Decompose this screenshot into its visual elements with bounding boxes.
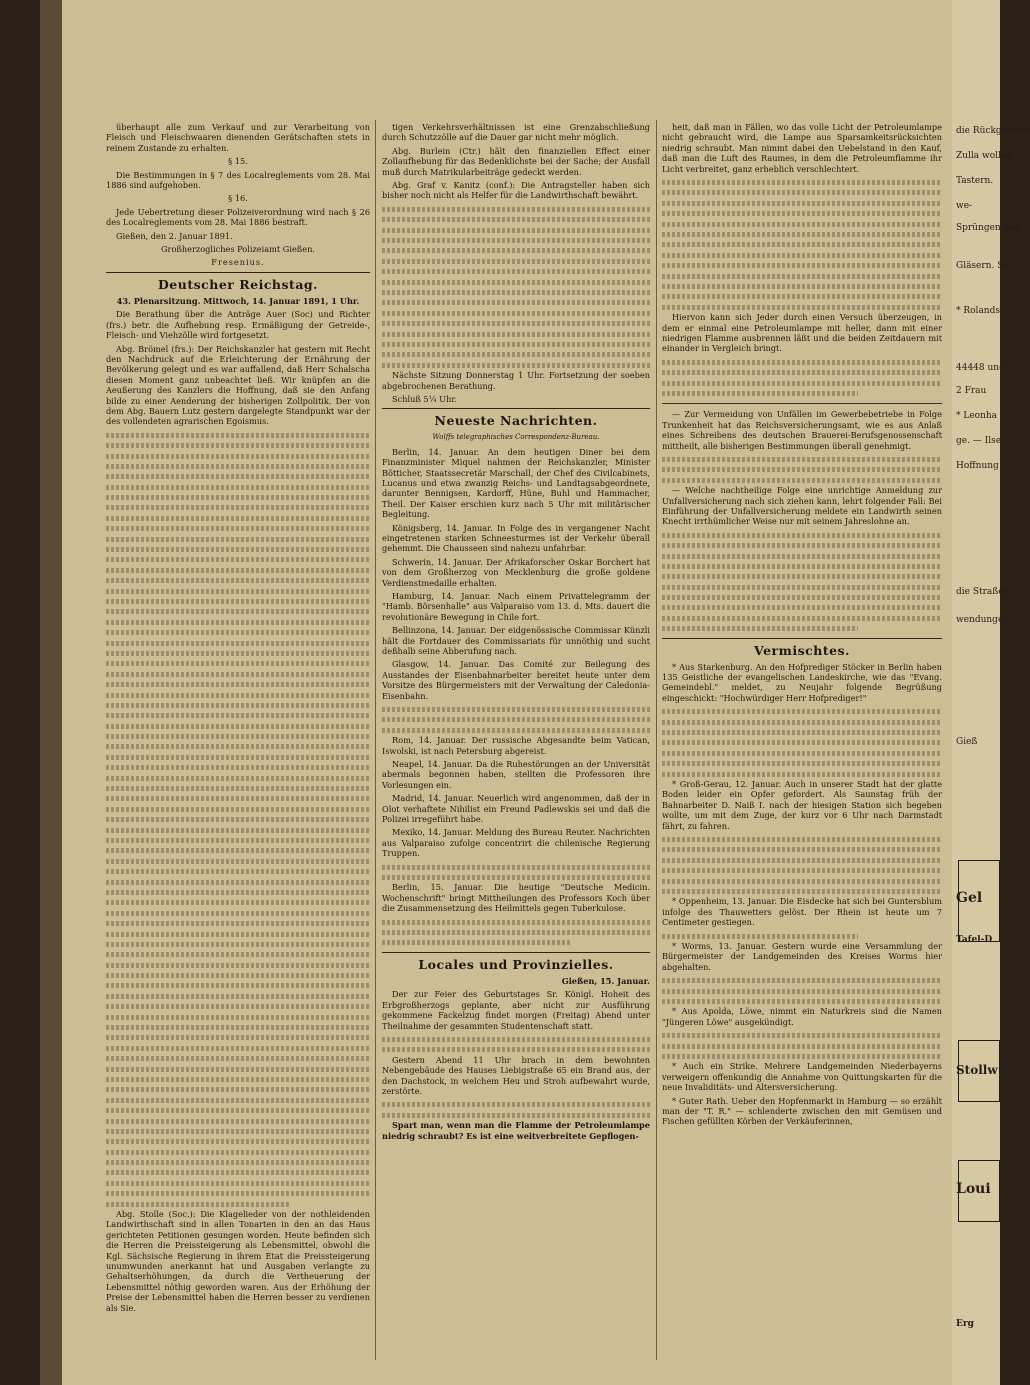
text-line <box>106 606 370 616</box>
text-line <box>106 752 370 762</box>
news-item: Neapel, 14. Januar. Da die Ruhestörungen an der Universität abermals begonnen haben, stellten die Professoren ihre Vorlesungen ein. <box>382 759 650 790</box>
text-line <box>106 793 370 803</box>
para16-text: Jede Uebertretung dieser Polizeiverordnung wird nach § 26 des Localreglements vom 28. Mai 1886 bestraft. <box>106 206 370 228</box>
text-line <box>662 250 942 260</box>
text-line <box>106 835 370 845</box>
para15-text: Die Bestimmungen in § 7 des Localreglements vom 28. Mai 1886 sind aufgehoben. <box>106 169 370 191</box>
text-line <box>662 378 942 388</box>
text-line <box>106 440 370 450</box>
news-item: Madrid, 14. Januar. Neuerlich wird angenommen, daß der in Olot verhaftete Nihilist ein Freund Padlewskis sei und daß die Polizei irregeführt habe. <box>382 793 650 825</box>
text-line <box>382 308 650 318</box>
page-gutter-shadow <box>40 0 64 1385</box>
text-line <box>106 970 370 980</box>
text-line <box>106 762 370 772</box>
column-3 <box>662 122 942 1130</box>
reichstag-heading: Deutscher Reichstag. <box>106 272 370 294</box>
column-divider-1 <box>375 120 376 1360</box>
text-line <box>106 939 370 949</box>
local-heading: Locales und Provinzielles. <box>382 952 650 974</box>
local-item: Der zur Feier des Geburtstages Sr. Königl. Hoheit des Erbgroßherzogs geplante, aber nicht zur Ausführung gekommene Fackelzug findet morgen (Freitag) Abend unter Theilnahme der gesammten Studentenschaft statt. <box>382 989 650 1031</box>
adjacent-ad-box <box>958 860 1000 942</box>
text-line <box>662 1041 942 1051</box>
text-line <box>382 287 650 297</box>
text-line <box>662 291 942 301</box>
text-line <box>106 1157 370 1167</box>
text-line <box>106 648 370 658</box>
text-line <box>382 927 650 937</box>
text-line <box>662 475 942 485</box>
text-line <box>382 245 650 255</box>
verm-item: * Aus Apolda, Löwe, nimmt ein Naturkreis sind die Namen "Jüngeren Löwe" ausgekündigt. <box>662 1006 942 1027</box>
text-line <box>662 260 942 270</box>
text-line <box>106 866 370 876</box>
text-line <box>382 1044 650 1054</box>
verm-item: * Aus Starkenburg. An den Hofprediger Stöcker in Berlin haben 135 Geistliche der evangelischen Landeskirche, wie das "Evang. Gemeindebl." meldet, zu Neujahr folgende Begrüßung eingeschickt: "Hochwürdiger Herr Hofprediger!" <box>662 661 942 703</box>
text-line <box>106 596 370 606</box>
text-line <box>106 1064 370 1074</box>
text-line <box>662 886 942 896</box>
text-line <box>106 980 370 990</box>
text-line <box>662 357 942 367</box>
text-line <box>382 704 650 714</box>
authority-line: Großherzogliches Polizeiamt Gießen. <box>161 244 315 255</box>
text-line <box>382 1034 650 1044</box>
text-line <box>382 214 650 224</box>
verm-item: * Auch ein Strike. Mehrere Landgemeinden Niederbayerns verweigern offenkundig die Annahme von Quittungskarten für die neue Invaliditäts- und Altersversicherung. <box>662 1061 942 1093</box>
text-line <box>382 204 650 214</box>
text-line <box>106 741 370 751</box>
text-line <box>106 908 370 918</box>
text-line <box>662 855 942 865</box>
text-line <box>106 1167 370 1177</box>
text-line <box>662 571 942 581</box>
text-line <box>662 758 942 768</box>
adjacent-fragment: Zulla wollen <box>956 151 1013 161</box>
adjacent-fragment: Gieß <box>956 737 978 747</box>
text-line <box>662 876 942 886</box>
col3-text-2: Hiervon kann sich Jeder durch einen Versuch überzeugen, in dem er einmal eine Petroleumlampe mit heller, dann mit einer niedrigen Flamme ausbrennen läßt und die beiden Zeitdauern mit einander in Vergleich bringt. <box>662 312 942 354</box>
text-line <box>382 277 650 287</box>
text-line <box>106 814 370 824</box>
text-line <box>106 451 370 461</box>
text-line <box>106 658 370 668</box>
text-line <box>106 502 370 512</box>
text-line <box>382 1099 650 1109</box>
text-line <box>662 177 942 187</box>
adjacent-page-strip <box>952 0 1030 1385</box>
text-line <box>662 464 942 474</box>
text-line <box>662 367 942 377</box>
news-item: Hamburg, 14. Januar. Nach einem Privattelegramm der "Hamb. Börsenhalle" aus Valparaiso vom 13. d. Mts. dauert die revolutionäre Bewegung in Chile fort. <box>382 591 650 622</box>
col2-text-2: Abg. Burlein (Ctr.) hält den finanziellen Effect einer Zollaufhebung für das Bedenklichste bei der Sache; der Ausfall muß durch Matrikularbeiträge gedeckt werden. <box>382 145 650 177</box>
vermischtes-heading: Vermischtes. <box>662 638 942 660</box>
text-line <box>382 937 570 947</box>
text-line <box>662 865 942 875</box>
text-line <box>106 461 370 471</box>
text-line <box>382 225 650 235</box>
text-line <box>662 727 942 737</box>
text-line <box>662 986 942 996</box>
adjacent-fragment: * Rolands <box>956 306 1000 316</box>
news-item: Bellinzona, 14. Januar. Der eidgenössische Commissar Künzli hält die Fortdauer des Commissariats für unnöthig und sucht deßhalb seine Abberufung nach. <box>382 625 650 657</box>
adjacent-fragment: Tastern. <box>956 176 994 186</box>
text-line <box>106 617 370 627</box>
verm-item: * Guter Rath. Ueber den Hopfenmarkt in Hamburg — so erzählt man der "T. R." — schlenderte zwischen den mit Gemüsen und Fischen gefüllten Körben der Verkäuferinnen, <box>662 1095 942 1127</box>
text-line <box>382 329 650 339</box>
text-line <box>382 917 650 927</box>
text-line <box>106 1022 370 1032</box>
adjacent-fragment: Hoffnung <box>956 461 999 471</box>
text-line <box>106 523 370 533</box>
col2-text-1: tigen Verkehrsverhältnissen ist eine Grenzabschließung durch Schutzzölle auf die Dauer gar nicht mehr möglich. <box>382 122 650 143</box>
adjacent-fragment: Tafel-D <box>956 935 993 945</box>
text-line <box>106 627 370 637</box>
text-line <box>662 1051 942 1061</box>
text-line <box>106 1199 291 1209</box>
text-line <box>106 1126 370 1136</box>
text-line <box>382 235 650 245</box>
text-line <box>106 897 370 907</box>
text-line <box>106 700 370 710</box>
text-line <box>106 669 370 679</box>
text-line <box>662 737 942 747</box>
adjacent-fragment: Sprüngen der <box>956 223 1019 233</box>
adjacent-fragment: we- <box>956 201 973 211</box>
text-line <box>382 1110 650 1120</box>
text-line <box>382 862 650 872</box>
text-line <box>106 1043 370 1053</box>
text-line <box>106 1032 370 1042</box>
col2-text-3: Abg. Graf v. Kanitz (conf.): Die Antragsteller haben sich bisher noch nicht als Helfer für die Landwirthschaft bewährt. <box>382 180 650 201</box>
adjacent-fragment: * Leonha <box>956 411 998 421</box>
text-line <box>106 1147 370 1157</box>
text-line <box>662 239 942 249</box>
text-line <box>106 679 370 689</box>
text-line <box>662 975 942 985</box>
text-line <box>106 721 370 731</box>
text-line <box>662 844 942 854</box>
newspaper-page <box>62 0 952 1385</box>
col1-intro: überhaupt alle zum Verkauf und zur Verarbeitung von Fleisch und Fleischwaaren dienenden Gerätschaften stets in reinem Zustande zu erhalten. <box>106 122 370 153</box>
closing-time: Schluß 5¼ Uhr. <box>392 393 457 404</box>
text-line <box>106 929 370 939</box>
text-line <box>106 1136 370 1146</box>
adjacent-fragment: wendungen <box>956 615 1010 625</box>
text-line <box>662 302 942 312</box>
text-line <box>106 534 370 544</box>
text-line <box>662 931 858 941</box>
text-line <box>662 271 942 281</box>
text-line <box>662 551 942 561</box>
text-line <box>106 918 370 928</box>
text-line <box>382 318 650 328</box>
text-line <box>106 1188 370 1198</box>
text-line <box>106 513 370 523</box>
text-line <box>106 492 370 502</box>
text-line <box>662 1030 942 1040</box>
text-line <box>106 482 370 492</box>
text-line <box>662 540 942 550</box>
text-line <box>106 471 370 481</box>
text-line <box>106 586 370 596</box>
column-divider-2 <box>656 120 657 1360</box>
text-line <box>662 208 942 218</box>
text-line <box>382 714 650 724</box>
text-line <box>106 731 370 741</box>
text-line <box>106 690 370 700</box>
news-item: Berlin, 14. Januar. An dem heutigen Diner bei dem Finanzminister Miquel nahmen der Reichskanzler, Minister Bötticher, Staatssecretär Marschall, der Chef des Civilcabinets, Lucanus und etwa zwanzig Reichs- und Landtagsabgeordnete, darunter Bennigsen, Kardorff, Hüne, Buhl und Hammacher, Theil. Der Kaiser erschien kurz nach 5 Uhr mit militärischer Begleitung. <box>382 446 650 520</box>
adjacent-fragment: die Straßen <box>956 587 1010 597</box>
text-line <box>662 834 942 844</box>
local-item: Gestern Abend 11 Uhr brach in dem bewohnten Nebengebäude des Hauses Liebigstraße 65 ein Brand aus, der den Dachstock, in welchem Heu und Stroh aufbewahrt wurde, zerstörte. <box>382 1054 650 1096</box>
text-line <box>106 565 370 575</box>
closing-line: Nächste Sitzung Donnerstag 1 Uhr. Fortsetzung der soeben abgebrochenen Berathung. <box>382 370 650 391</box>
reichstag-body-tail: Abg. Stolle (Soc.): Die Klagelieder von der nothleidenden Landwirthschaft sind in allen Tonarten in den an das Haus gerichteten Petitionen gesungen worden. Heute befinden sich die Herren die Preissteigerung als Lebensmittel, obwohl die Kgl. Sächsische Regierung in ihrem Etat die Preissteigerung unumwunden anerkannt hat und Ausgaben verlangte zu Gehaltserhöhungen, da durch die Vertheuerung der Lebensmittel nöthig geworden waren. Aus der Erhöhung der Preise der Lebensmittel haben die Herren besser zu verdienen als Sie. <box>106 1209 370 1313</box>
unfall-item: — Zur Vermeidung von Unfällen im Gewerbebetriebe in Folge Trunkenheit hat das Reichsversicherungsamt, wie es aus Anlaß eines Schreibens des deutschen Brauerei-Berufsgenossenschaft mittheilt, alle bisherigen Bestimmungen überall genehmigt. <box>662 409 942 451</box>
column-2 <box>382 122 650 1144</box>
news-item: Mexiko, 14. Januar. Meldung des Bureau Reuter. Nachrichten aus Valparaiso zufolge concentrirt die chilenische Regierung Truppen. <box>382 827 650 859</box>
text-line <box>106 877 370 887</box>
text-line <box>106 1116 370 1126</box>
text-line <box>106 1105 370 1115</box>
adjacent-fragment: Gläsern. Si <box>956 261 1007 271</box>
local-item: Spart man, wenn man die Flamme der Petroleumlampe niedrig schraubt? Es ist eine weitverbreitete Gepflogen- <box>382 1120 650 1141</box>
text-line <box>382 725 650 735</box>
text-line <box>106 887 370 897</box>
text-line <box>382 339 650 349</box>
adjacent-fragment: Erg <box>956 1319 974 1329</box>
news-heading: Neueste Nachrichten. <box>382 408 650 430</box>
text-line <box>106 1178 370 1188</box>
local-dateline: Gießen, 15. Januar. <box>561 975 650 986</box>
reichstag-body-1: Die Berathung über die Anträge Auer (Soc) und Richter (frs.) betr. die Aufhebung resp. Ermäßigung der Getreide-, Fleisch- und Viehzölle wird fortgesetzt. <box>106 309 370 341</box>
text-line <box>662 613 942 623</box>
unfall-item: — Welche nachtheilige Folge eine unrichtige Anmeldung zur Unfallversicherung nach sich ziehen kann, lehrt folgender Fall: Bei Einführung der Unfallversicherung meldete ein Landwirth seinen Knecht irrthümlicher Weise nur mit seinem Jahreslohne an. <box>662 485 942 527</box>
text-line <box>106 544 370 554</box>
text-line <box>662 769 942 779</box>
date-line: Gießen, den 2. Januar 1891. <box>116 230 233 241</box>
text-line <box>106 638 370 648</box>
text-line <box>662 623 858 633</box>
column-1 <box>106 122 370 1316</box>
adjacent-fragment: 2 Frau <box>956 386 987 396</box>
section-rule <box>662 403 942 404</box>
para15-label: § 15. <box>228 156 248 167</box>
session-line: 43. Plenarsitzung. Mittwoch, 14. Januar 1891, 1 Uhr. <box>116 295 360 306</box>
text-line <box>662 996 942 1006</box>
text-line <box>662 592 942 602</box>
adjacent-fragment: Loui <box>956 1181 991 1197</box>
text-line <box>662 602 942 612</box>
reichstag-body-2: Abg. Brömel (frs.): Der Reichskanzler hat gestern mit Recht den Nachdruck auf die Erleichterung der Ernährung der Bevölkerung gelegt und es war auffallend, daß Herr Schalscha diesen Moment ganz unbeachtet ließ. Wir knüpfen an die Aeußerung des Kanzlers die Hoffnung, daß sie den Anfang bilde zu einer Aenderung der bisherigen Zollpolitik. Der von dem Abg. Bauern Lutz gestern dargelegte Standpunkt war der des vollendeten agrarischen Egoismus. <box>106 343 370 427</box>
text-line <box>662 530 942 540</box>
text-line <box>662 229 942 239</box>
adjacent-ad-box <box>958 1040 1000 1102</box>
news-item: Schwerin, 14. Januar. Der Afrikaforscher Oskar Borchert hat von dem Großherzog von Mecklenburg die große goldene Verdienstmedaille erhalten. <box>382 556 650 588</box>
news-item: Berlin, 15. Januar. Die heutige "Deutsche Medicin. Wochenschrift" bringt Mittheilungen des Professors Koch über die Zusammensetzung des Heilmittels gegen Tuberkulose. <box>382 882 650 914</box>
text-line <box>382 872 650 882</box>
text-line <box>106 1053 370 1063</box>
verm-item: * Worms, 13. Januar. Gestern wurde eine Versammlung der Bürgermeister der Landgemeinden des Kreises Worms hier abgehalten. <box>662 940 942 972</box>
text-line <box>106 804 370 814</box>
adjacent-fragment: Stollw <box>956 1063 998 1077</box>
signer-line: Fresenius. <box>211 257 265 268</box>
news-subheading: Wolffs telegraphisches Correspondenz-Bureau. <box>432 433 600 442</box>
text-line <box>662 454 942 464</box>
adjacent-fragment: 44448 und <box>956 363 1005 373</box>
text-line <box>662 187 942 197</box>
text-line <box>106 960 370 970</box>
verm-item: * Oppenheim, 13. Januar. Die Eisdecke hat sich bei Guntersblum infolge des Thauwetters gelöst. Der Rhein ist heute um 7 Centimeter gestiegen. <box>662 896 942 928</box>
text-line <box>662 706 942 716</box>
news-item: Rom, 14. Januar. Der russische Abgesandte beim Vatican, Iswolski, ist nach Petersburg abgereist. <box>382 735 650 756</box>
text-line <box>106 575 370 585</box>
col3-text-1: heit, daß man in Fällen, wo das volle Licht der Petroleumlampe nicht gebraucht wird, die Lampe aus Sparsamkeitsrücksichten niedrig schraubt. Man nimmt dabei den Uebelstand in den Kauf, daß man die Luft des Raumes, in dem die Petroleumflamme ihr Licht verbreitet, ganz erheblich verschlechtert. <box>662 122 942 174</box>
text-line <box>662 281 942 291</box>
text-line <box>106 856 370 866</box>
news-item: Glasgow, 14. Januar. Das Comité zur Beilegung des Ausstandes der Eisenbahnarbeiter bereitet heute unter dem Vorsitze des Bürgermeisters mit der Verwaltung der Caledonia-Eisenbahn. <box>382 659 650 701</box>
text-line <box>106 1084 370 1094</box>
news-item: Königsberg, 14. Januar. In Folge des in vergangener Nacht eingetretenen starken Schneesturmes ist der Verkehr überall gehemmt. Die Chausseen sind nahezu unfahrbar. <box>382 522 650 554</box>
text-line <box>382 256 650 266</box>
text-line <box>106 773 370 783</box>
text-line <box>106 1074 370 1084</box>
text-line <box>106 1012 370 1022</box>
adjacent-ad-box <box>958 1160 1000 1222</box>
text-line <box>106 710 370 720</box>
text-line <box>106 845 370 855</box>
text-line <box>106 783 370 793</box>
text-line <box>106 1095 370 1105</box>
text-line <box>106 991 370 1001</box>
text-line <box>662 561 942 571</box>
text-line <box>662 582 942 592</box>
text-line <box>662 748 942 758</box>
text-line <box>106 554 370 564</box>
text-line <box>106 825 370 835</box>
adjacent-fragment: die Rückgeschri <box>956 126 1030 136</box>
text-line <box>106 949 370 959</box>
text-line <box>382 297 650 307</box>
adjacent-fragment: Gel <box>956 890 983 906</box>
text-line <box>662 219 942 229</box>
text-line <box>382 360 650 370</box>
text-line <box>662 717 942 727</box>
text-line <box>662 198 942 208</box>
para16-label: § 16. <box>228 193 248 204</box>
text-line <box>106 430 370 440</box>
adjacent-fragment: ge. — Ilse <box>956 436 1002 446</box>
text-line <box>106 1001 370 1011</box>
text-line <box>382 266 650 276</box>
text-line <box>382 349 650 359</box>
text-line <box>662 388 858 398</box>
verm-item: * Groß-Gerau, 12. Januar. Auch in unserer Stadt hat der glatte Boden leider ein Opfer gefordert. Als Saunstag früh der Bahnarbeiter D. Naiß I. nach der hiesigen Station sich begeben wollte, um mit dem Zuge, der kurz vor 6 Uhr nach Darmstadt fährt, zu fahren. <box>662 778 942 831</box>
